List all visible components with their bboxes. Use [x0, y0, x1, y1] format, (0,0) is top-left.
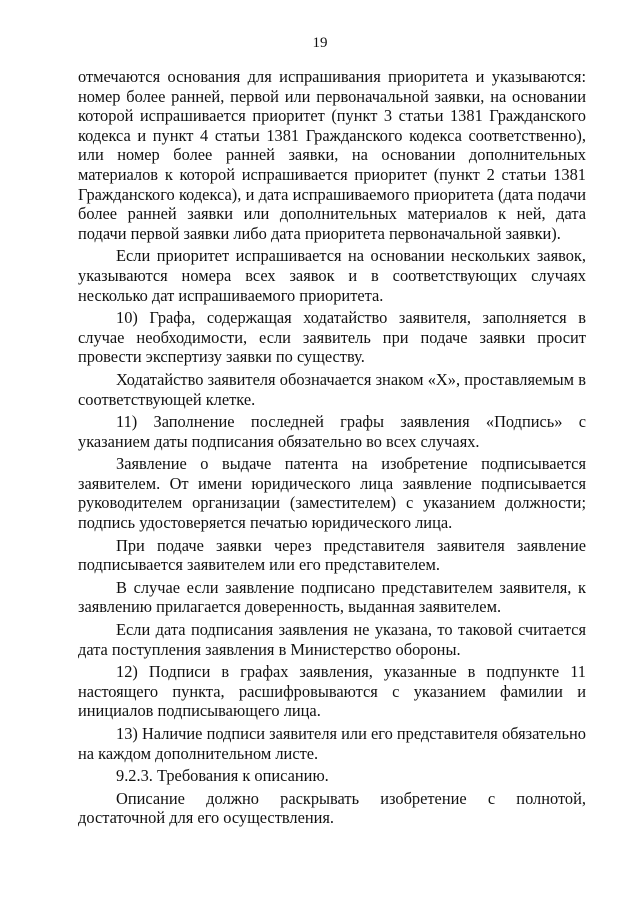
- paragraph-representative-filing: При подаче заявки через представителя заявителя заявление подписывается заявителем или его представителем.: [78, 535, 586, 575]
- paragraph-multiple-applications: Если приоритет испрашивается на основании нескольких заявок, указываются номера всех заявок и в соответствующих случаях несколько дат испрашиваемого приоритета.: [78, 246, 586, 305]
- paragraph-continuation: отмечаются основания для испрашивания приоритета и указываются: номер более ранней, первой или первоначальной заявки, на основании которой испрашивается приоритет (пункт 3 статьи 1381 Гражданского кодекса и пункт 4 статьи 1381 Гражданского кодекса соответственно), или номер более ранней заявки, на основании дополнительных материалов к которой испрашивается приоритет (пункт 2 статьи 1381 Гражданского кодекса), и дата испрашиваемого приоритета (дата подачи более ранней заявки или дополнительных материалов к ней, дата подачи первой заявки либо дата приоритета первоначальной заявки).: [78, 67, 586, 243]
- page-number: 19: [312, 35, 328, 51]
- paragraph-signing-rules: Заявление о выдаче патента на изобретение подписывается заявителем. От имени юридического лица заявление подписывается руководителем организации (заместителем) с указанием должности; подпись удостоверяется печатью юридического лица.: [78, 454, 586, 533]
- paragraph-item-11: 11) Заполнение последней графы заявления «Подпись» с указанием даты подписания обязательно во всех случаях.: [78, 412, 586, 451]
- paragraph-item-13: 13) Наличие подписи заявителя или его представителя обязательно на каждом дополнительном листе.: [78, 724, 586, 763]
- paragraph-item-10: 10) Графа, содержащая ходатайство заявителя, заполняется в случае необходимости, если заявитель при подаче заявки просит провести экспертизу заявки по существу.: [78, 308, 586, 367]
- document-body: [78, 67, 586, 831]
- paragraph-power-of-attorney: В случае если заявление подписано представителем заявителя, к заявлению прилагается доверенность, выданная заявителем.: [78, 577, 586, 617]
- paragraph-petition-mark: Ходатайство заявителя обозначается знаком «Х», проставляемым в соответствующей клетке.: [78, 369, 586, 409]
- paragraph-description-requirement: Описание должно раскрывать изобретение с полнотой, достаточной для его осуществления.: [78, 788, 586, 828]
- paragraph-missing-date: Если дата подписания заявления не указана, то таковой считается дата поступления заявления в Министерство обороны.: [78, 620, 586, 659]
- section-heading-9-2-3: 9.2.3. Требования к описанию.: [116, 766, 329, 786]
- paragraph-item-12: 12) Подписи в графах заявления, указанные в подпункте 11 настоящего пункта, расшифровываются с указанием фамилии и инициалов подписывающего лица.: [78, 662, 586, 721]
